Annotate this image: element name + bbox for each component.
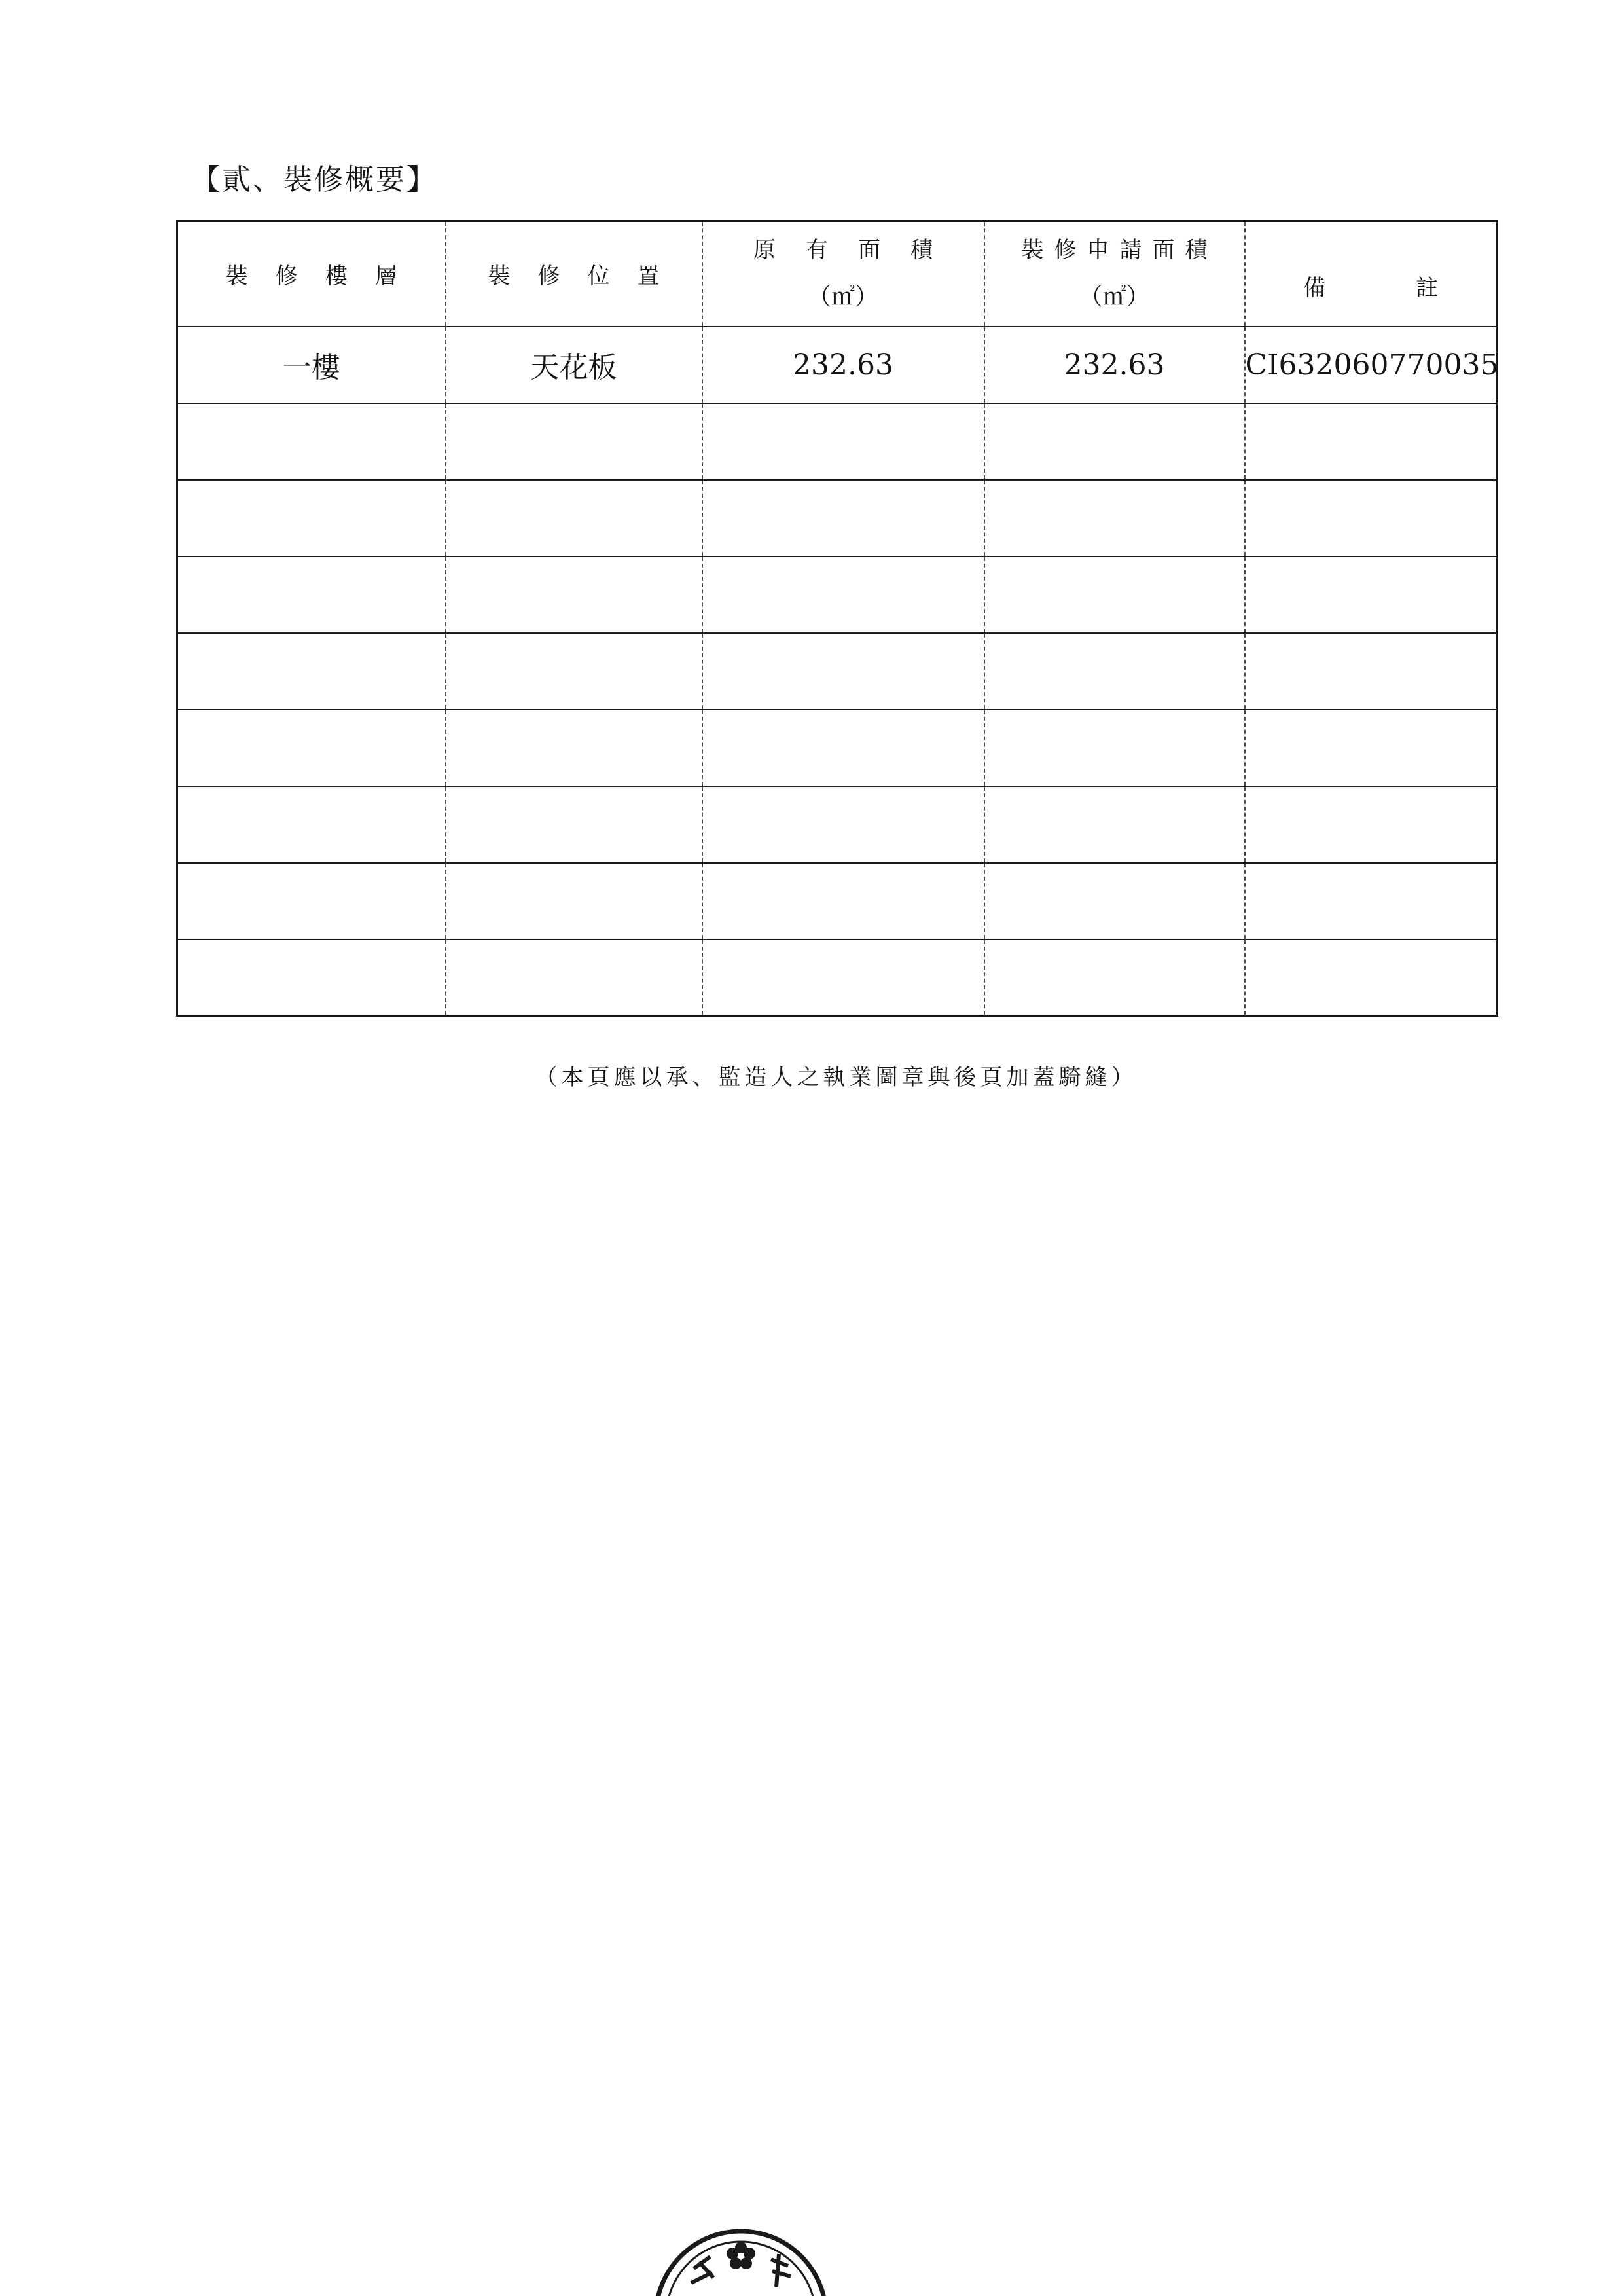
- cell-location: [446, 403, 702, 480]
- cell-applied-area: [984, 633, 1245, 710]
- cell-remarks: [1245, 939, 1498, 1016]
- header-original-area-unit: （㎡）: [807, 283, 878, 311]
- cell-floor: [177, 403, 446, 480]
- cell-applied-area: [984, 480, 1245, 556]
- table-row: [177, 556, 1498, 633]
- cell-location: [446, 633, 702, 710]
- table-row: [177, 863, 1498, 939]
- table-header-row: [177, 221, 1498, 327]
- cell-remarks: [1245, 863, 1498, 939]
- cell-floor: [177, 786, 446, 863]
- cell-original-area: [702, 786, 984, 863]
- cell-applied-area: [984, 403, 1245, 480]
- cell-remarks: [1245, 480, 1498, 556]
- cell-location: [446, 480, 702, 556]
- plum-blossom-icon: [727, 2242, 755, 2269]
- cell-floor: [177, 939, 446, 1016]
- header-remarks: [1245, 221, 1529, 327]
- cell-remarks: [1245, 710, 1498, 786]
- header-original-area-label: 原有面積: [753, 237, 963, 264]
- cell-remarks: [1245, 556, 1498, 633]
- cell-original-area: [702, 939, 984, 1016]
- cell-applied-area: 232.63: [984, 327, 1245, 403]
- header-remarks-label: 備註: [1303, 274, 1529, 301]
- header-location: [446, 221, 702, 327]
- cell-floor: 一樓: [177, 327, 446, 403]
- cell-remarks: [1245, 786, 1498, 863]
- section-title: 【貳、裝修概要】: [191, 163, 437, 196]
- cell-location: 天花板: [446, 327, 702, 403]
- renovation-summary-table: [176, 220, 1529, 1017]
- table-row: [177, 480, 1498, 556]
- cell-remarks: CI632060770035: [1245, 327, 1498, 403]
- table-row: [177, 786, 1498, 863]
- header-applied-area-label: 裝修申請面積: [1021, 237, 1218, 264]
- cell-floor: [177, 863, 446, 939]
- cell-location: [446, 556, 702, 633]
- cell-location: [446, 786, 702, 863]
- cell-location: [446, 710, 702, 786]
- footnote: （本頁應以承、監造人之執業圖章與後頁加蓋騎縫）: [535, 1065, 1138, 1091]
- cell-original-area: [702, 403, 984, 480]
- cell-applied-area: [984, 863, 1245, 939]
- table-row: [177, 939, 1498, 1016]
- header-original-area: [702, 221, 984, 327]
- cell-location: [446, 863, 702, 939]
- table-row: [177, 403, 1498, 480]
- cell-floor: [177, 633, 446, 710]
- table-row: [177, 633, 1498, 710]
- cell-floor: [177, 556, 446, 633]
- cell-original-area: [702, 863, 984, 939]
- table-row: [177, 710, 1498, 786]
- header-applied-area-unit: （㎡）: [1079, 283, 1150, 311]
- cell-applied-area: [984, 786, 1245, 863]
- cell-original-area: [702, 633, 984, 710]
- cell-remarks: [1245, 633, 1498, 710]
- cell-floor: [177, 480, 446, 556]
- cell-applied-area: [984, 556, 1245, 633]
- cell-applied-area: [984, 710, 1245, 786]
- seal-mark-left: [691, 2257, 713, 2283]
- cell-remarks: [1245, 403, 1498, 480]
- cell-floor: [177, 710, 446, 786]
- cell-applied-area: [984, 939, 1245, 1016]
- header-applied-area: [984, 221, 1245, 327]
- cell-location: [446, 939, 702, 1016]
- header-floor: [177, 221, 446, 327]
- cell-original-area: [702, 556, 984, 633]
- summary-table: [176, 220, 1529, 1017]
- cell-original-area: [702, 710, 984, 786]
- seal-stamp: [648, 2223, 838, 2296]
- table-row: [177, 327, 1498, 403]
- header-location-label: 裝修位置: [488, 263, 687, 289]
- cell-original-area: 232.63: [702, 327, 984, 403]
- header-floor-label: 裝修樓層: [225, 263, 425, 289]
- table-body: [177, 327, 1498, 1016]
- cell-original-area: [702, 480, 984, 556]
